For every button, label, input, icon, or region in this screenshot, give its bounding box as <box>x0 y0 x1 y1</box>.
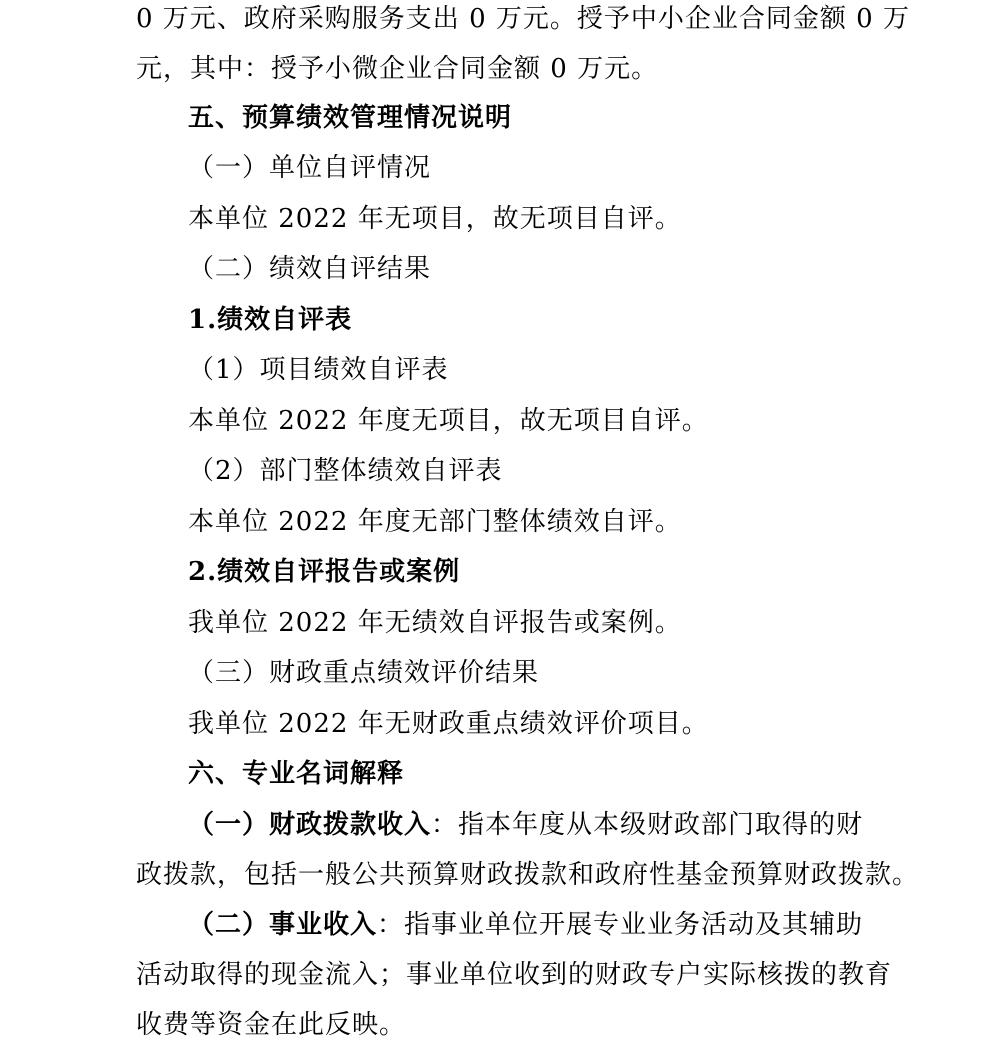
definition-term: （一）财政拨款收入 <box>188 810 432 840</box>
line-text: 活动取得的现金流入；事业单位收到的财政专户实际核拨的教育 <box>136 960 893 990</box>
subsection-heading <box>188 151 431 185</box>
heading-text: （1）项目绩效自评表 <box>188 355 449 385</box>
line-text: 我单位 2022 年无财政重点绩效评价项目。 <box>188 709 709 739</box>
heading-text: （三）财政重点绩效评价结果 <box>188 658 540 688</box>
heading-text: （一）单位自评情况 <box>188 153 432 183</box>
heading-text: 2.绩效自评报告或案例 <box>188 557 461 587</box>
paragraph-line <box>188 202 682 236</box>
section-heading <box>188 101 512 135</box>
item-heading <box>188 303 352 337</box>
definition-term: （二）事业收入 <box>188 910 378 940</box>
line-text: 我单位 2022 年无绩效自评报告或案例。 <box>188 608 682 638</box>
line-text: 本单位 2022 年度无项目，故无项目自评。 <box>188 406 709 436</box>
paragraph-line <box>188 707 709 741</box>
heading-text: （二）绩效自评结果 <box>188 254 432 284</box>
subsection-heading <box>188 252 431 286</box>
line-text: 0 万元、政府采购服务支出 0 万元。授予中小企业合同金额 0 万 <box>136 4 910 34</box>
paragraph-line <box>136 958 892 992</box>
line-text: 政拨款，包括一般公共预算财政拨款和政府性基金预算财政拨款。 <box>136 860 920 890</box>
paragraph-line <box>136 52 658 86</box>
paragraph-line <box>188 606 682 640</box>
paragraph-line <box>136 1008 406 1042</box>
paragraph-line <box>136 2 910 36</box>
heading-text: 五、预算绩效管理情况说明 <box>188 103 513 133</box>
subsection-heading <box>188 656 539 690</box>
heading-text: （2）部门整体绩效自评表 <box>188 456 503 486</box>
definition-text: ：指事业单位开展专业业务活动及其辅助 <box>377 910 864 940</box>
line-text: 元，其中：授予小微企业合同金额 0 万元。 <box>136 54 659 84</box>
paragraph-line <box>188 505 682 539</box>
definition-line <box>188 808 863 842</box>
paragraph-line <box>136 858 919 892</box>
line-text: 收费等资金在此反映。 <box>136 1010 407 1040</box>
paragraph-line <box>188 404 709 438</box>
definition-text: ：指本年度从本级财政部门取得的财 <box>431 810 864 840</box>
item-heading <box>188 555 460 589</box>
heading-text: 六、专业名词解释 <box>188 759 405 789</box>
definition-line <box>188 908 863 942</box>
line-text: 本单位 2022 年度无部门整体绩效自评。 <box>188 507 682 537</box>
line-text: 本单位 2022 年无项目，故无项目自评。 <box>188 204 682 234</box>
section-heading <box>188 757 404 791</box>
heading-text: 1.绩效自评表 <box>188 305 353 335</box>
subitem-heading <box>188 353 449 387</box>
subitem-heading <box>188 454 503 488</box>
